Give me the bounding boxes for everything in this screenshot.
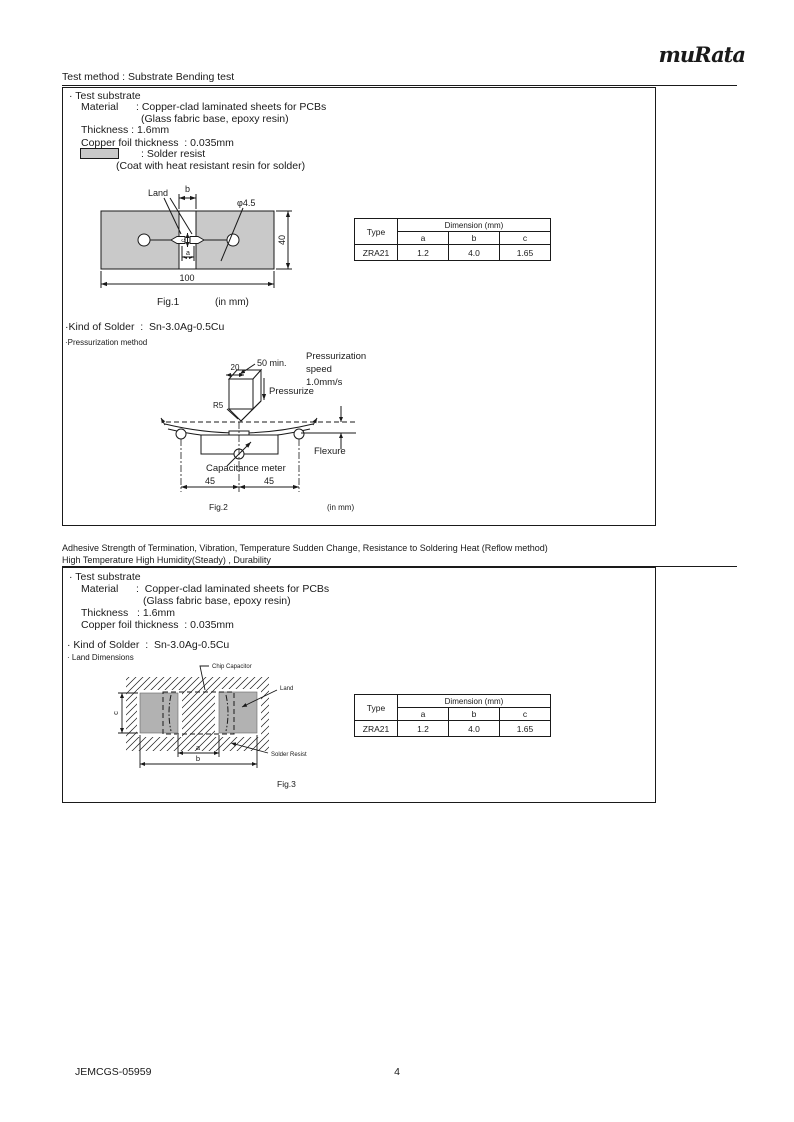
thickness-line-2: Thickness : 1.6mm (81, 607, 175, 619)
section2-heading-line2: High Temperature High Humidity(Steady) , Durability (62, 555, 737, 567)
fig1-label-dia: φ4.5 (237, 198, 256, 208)
fig2-caption: Fig.2 (209, 502, 228, 512)
copper-foil-line: Copper foil thickness : 0.035mm (81, 137, 234, 149)
fig1-label-c: c (181, 239, 187, 242)
table2-col-b: b (449, 708, 500, 721)
dimension-table-2 (354, 694, 551, 737)
fig3-label-land: Land (280, 686, 294, 692)
fig3-label-a: a (195, 743, 201, 752)
pressurization-method-title: ·Pressurization method (65, 338, 148, 347)
fig2-label-20: 20 (230, 363, 240, 372)
fig1-hole-right (227, 234, 239, 246)
substrate-bullet-title-2: · Test substrate (69, 571, 141, 583)
table1-col-b: b (449, 232, 500, 245)
table2-cell-type: ZRA21 (355, 721, 398, 737)
land-dimensions-title: · Land Dimensions (67, 653, 134, 662)
legend-note: (Coat with heat resistant resin for solder) (116, 160, 306, 172)
dimension-table-1 (354, 218, 551, 261)
table2-cell-b: 4.0 (449, 721, 500, 737)
fig2-label-r5: R5 (213, 401, 224, 410)
fig2-labels (205, 351, 366, 486)
table2-dim-header: Dimension (mm) (398, 695, 551, 708)
material-value-2a: : Copper-clad laminated sheets for PCBs (136, 583, 330, 595)
material-value-2: (Glass fabric base, epoxy resin) (141, 113, 289, 125)
fig2-label-flexure: Flexure (314, 446, 346, 457)
fig1-linework (101, 194, 292, 288)
fig3-diagram (101, 656, 316, 778)
fig3-label-b: b (195, 754, 201, 763)
fig3-label-c: c (111, 711, 120, 715)
legend-label: : Solder resist (141, 148, 206, 160)
fig1-label-b: b (184, 184, 191, 194)
fig1-label-land: Land (148, 188, 169, 198)
substrate-bullet-title: · Test substrate (69, 90, 141, 102)
fig2-tool-wedge (229, 409, 253, 421)
murata-logo: muRata (658, 42, 745, 67)
fig3-land-right (219, 692, 257, 733)
section2-heading-line1: Adhesive Strength of Termination, Vibration, Temperature Sudden Change, Resistance to Soldering Heat (Reflow method) (62, 543, 548, 553)
table1-cell-type: ZRA21 (355, 245, 398, 261)
table1-type-header: Type (355, 219, 398, 245)
footer-doc-number: JEMCGS-05959 (75, 1066, 152, 1078)
test-substrate-box-1 (62, 87, 656, 526)
table1-row-zra21 (355, 245, 551, 261)
kind-of-solder-line: ·Kind of Solder : Sn-3.0Ag-0.5Cu (65, 321, 225, 333)
fig3-label-solder-resist: Solder Resist (271, 752, 307, 758)
fig3-label-chip-capacitor: Chip Capacitor (212, 664, 252, 670)
test-substrate-box-2 (62, 567, 656, 803)
table2-cell-a: 1.2 (398, 721, 449, 737)
fig2-label-speed-2: speed (306, 364, 332, 375)
table1-cell-a: 1.2 (398, 245, 449, 261)
table2-col-c: c (500, 708, 551, 721)
table1-col-c: c (500, 232, 551, 245)
thickness-line: Thickness : 1.6mm (81, 124, 170, 136)
kind-of-solder-line-2: · Kind of Solder : Sn-3.0Ag-0.5Cu (67, 639, 230, 651)
copper-foil-line-2: Copper foil thickness : 0.035mm (81, 619, 234, 631)
fig2-label-45-right: 45 (263, 476, 275, 486)
table1-dim-header: Dimension (mm) (398, 219, 551, 232)
fig1-label-a: a (186, 250, 190, 257)
fig1-label-40: 40 (277, 234, 287, 246)
fig2-support-right (294, 429, 304, 439)
fig2-label-45-left: 45 (204, 476, 216, 486)
solder-resist-swatch (80, 148, 120, 160)
footer-page-number: 4 (394, 1066, 400, 1078)
table1-cell-b: 4.0 (449, 245, 500, 261)
table2-col-a: a (398, 708, 449, 721)
fig1-hole-left (138, 234, 150, 246)
fig1-caption: Fig.1 (157, 297, 180, 308)
fig2-units: (in mm) (327, 503, 355, 512)
fig2-label-50min: 50 min. (257, 358, 287, 368)
table2-type-header: Type (355, 695, 398, 721)
fig2-diagram (151, 346, 406, 506)
fig1-units: (in mm) (215, 297, 249, 308)
material-label-2: Material (81, 583, 119, 595)
fig2-label-speed-3: 1.0mm/s (306, 377, 343, 388)
fig3-land-left (140, 693, 178, 733)
fig1-diagram (91, 181, 326, 313)
section1-heading: Test method : Substrate Bending test (62, 71, 737, 86)
fig2-label-speed-1: Pressurization (306, 351, 367, 362)
table2-row-zra21 (355, 721, 551, 737)
material-value: : Copper-clad laminated sheets for PCBs (136, 101, 327, 113)
fig3-caption: Fig.3 (277, 779, 296, 789)
material-label: Material (81, 101, 119, 113)
table1-cell-c: 1.65 (500, 245, 551, 261)
fig1-label-100: 100 (179, 273, 195, 283)
fig2-tool-front (229, 379, 253, 409)
material-value-2b: (Glass fabric base, epoxy resin) (143, 595, 291, 607)
fig2-support-left (176, 429, 186, 439)
table1-col-a: a (398, 232, 449, 245)
fig2-label-pressurize: Pressurize (269, 386, 314, 397)
table2-cell-c: 1.65 (500, 721, 551, 737)
fig2-label-cap-meter: Capacitance meter (206, 463, 286, 474)
